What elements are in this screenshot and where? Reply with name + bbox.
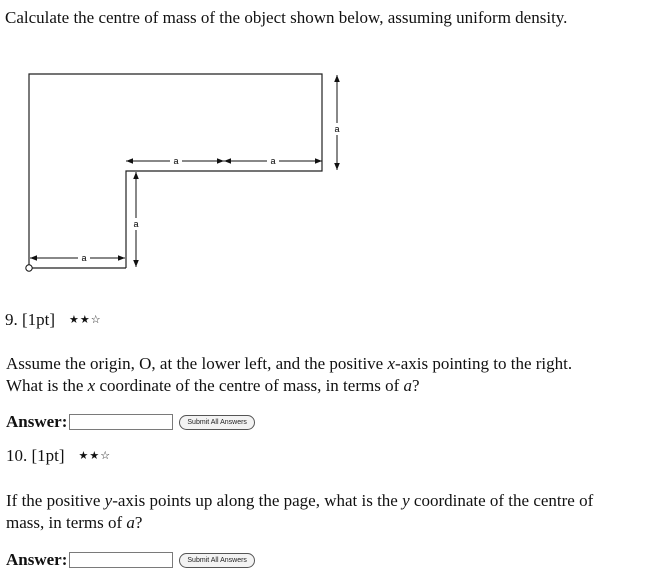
q10-line1-suffix: -axis points up along the page, what is the bbox=[112, 491, 403, 510]
label-top-left-width: a bbox=[173, 156, 179, 166]
q10-line1-var: y bbox=[104, 491, 113, 510]
question-10-header bbox=[6, 445, 111, 467]
question-9-header bbox=[5, 309, 102, 331]
q9-line2-prefix: What is the bbox=[6, 376, 88, 395]
q10-line2-prefix: mass, in terms of bbox=[6, 513, 127, 532]
submit-all-answers-button[interactable]: Submit All Answers bbox=[179, 553, 255, 568]
question-10-line-2 bbox=[6, 512, 142, 534]
difficulty-stars-icon: ★★☆ bbox=[69, 313, 102, 326]
label-right-height: a bbox=[334, 124, 340, 134]
q9-line1-var: x bbox=[387, 354, 396, 373]
l-shape-diagram bbox=[0, 0, 654, 280]
shape-outline bbox=[29, 74, 322, 268]
question-9-line-2 bbox=[6, 375, 420, 397]
answer-label: Answer: bbox=[6, 412, 68, 431]
q10-line2-var: a bbox=[126, 513, 135, 532]
label-bottom-width: a bbox=[81, 253, 87, 263]
q9-line2-suffix: ? bbox=[411, 376, 420, 395]
q9-line2-var2: a bbox=[403, 376, 412, 395]
q10-line1-var2: y bbox=[402, 491, 410, 510]
q10-line1-prefix: If the positive bbox=[6, 491, 105, 510]
q10-line1-end: coordinate of the centre of bbox=[409, 491, 594, 510]
question-9-answer-row bbox=[6, 410, 255, 434]
q10-line2-suffix: ? bbox=[134, 513, 143, 532]
question-10-number: 10. [1pt] bbox=[6, 446, 65, 465]
question-10-answer-input[interactable] bbox=[69, 552, 173, 568]
label-notch-height: a bbox=[133, 219, 139, 229]
q9-line1-prefix: Assume the origin, O, at the lower left, and the positive bbox=[6, 354, 388, 373]
q9-line2-var1: x bbox=[87, 376, 96, 395]
submit-all-answers-button[interactable]: Submit All Answers bbox=[179, 415, 255, 430]
difficulty-stars-icon: ★★☆ bbox=[78, 449, 112, 462]
label-top-right-width: a bbox=[270, 156, 276, 166]
q9-line2-mid: coordinate of the centre of mass, in terms of bbox=[95, 376, 404, 395]
question-9-number: 9. [1pt] bbox=[5, 310, 56, 329]
answer-label: Answer: bbox=[6, 550, 68, 569]
question-9-answer-input[interactable] bbox=[69, 414, 173, 430]
instruction-text: Calculate the centre of mass of the object shown below, assuming uniform density. bbox=[5, 8, 568, 27]
question-9-line-1 bbox=[6, 353, 572, 375]
q9-line1-suffix: -axis pointing to the right. bbox=[395, 354, 573, 373]
origin-marker bbox=[26, 265, 32, 271]
question-10-line-1 bbox=[6, 490, 593, 512]
question-10-answer-row bbox=[6, 548, 255, 572]
